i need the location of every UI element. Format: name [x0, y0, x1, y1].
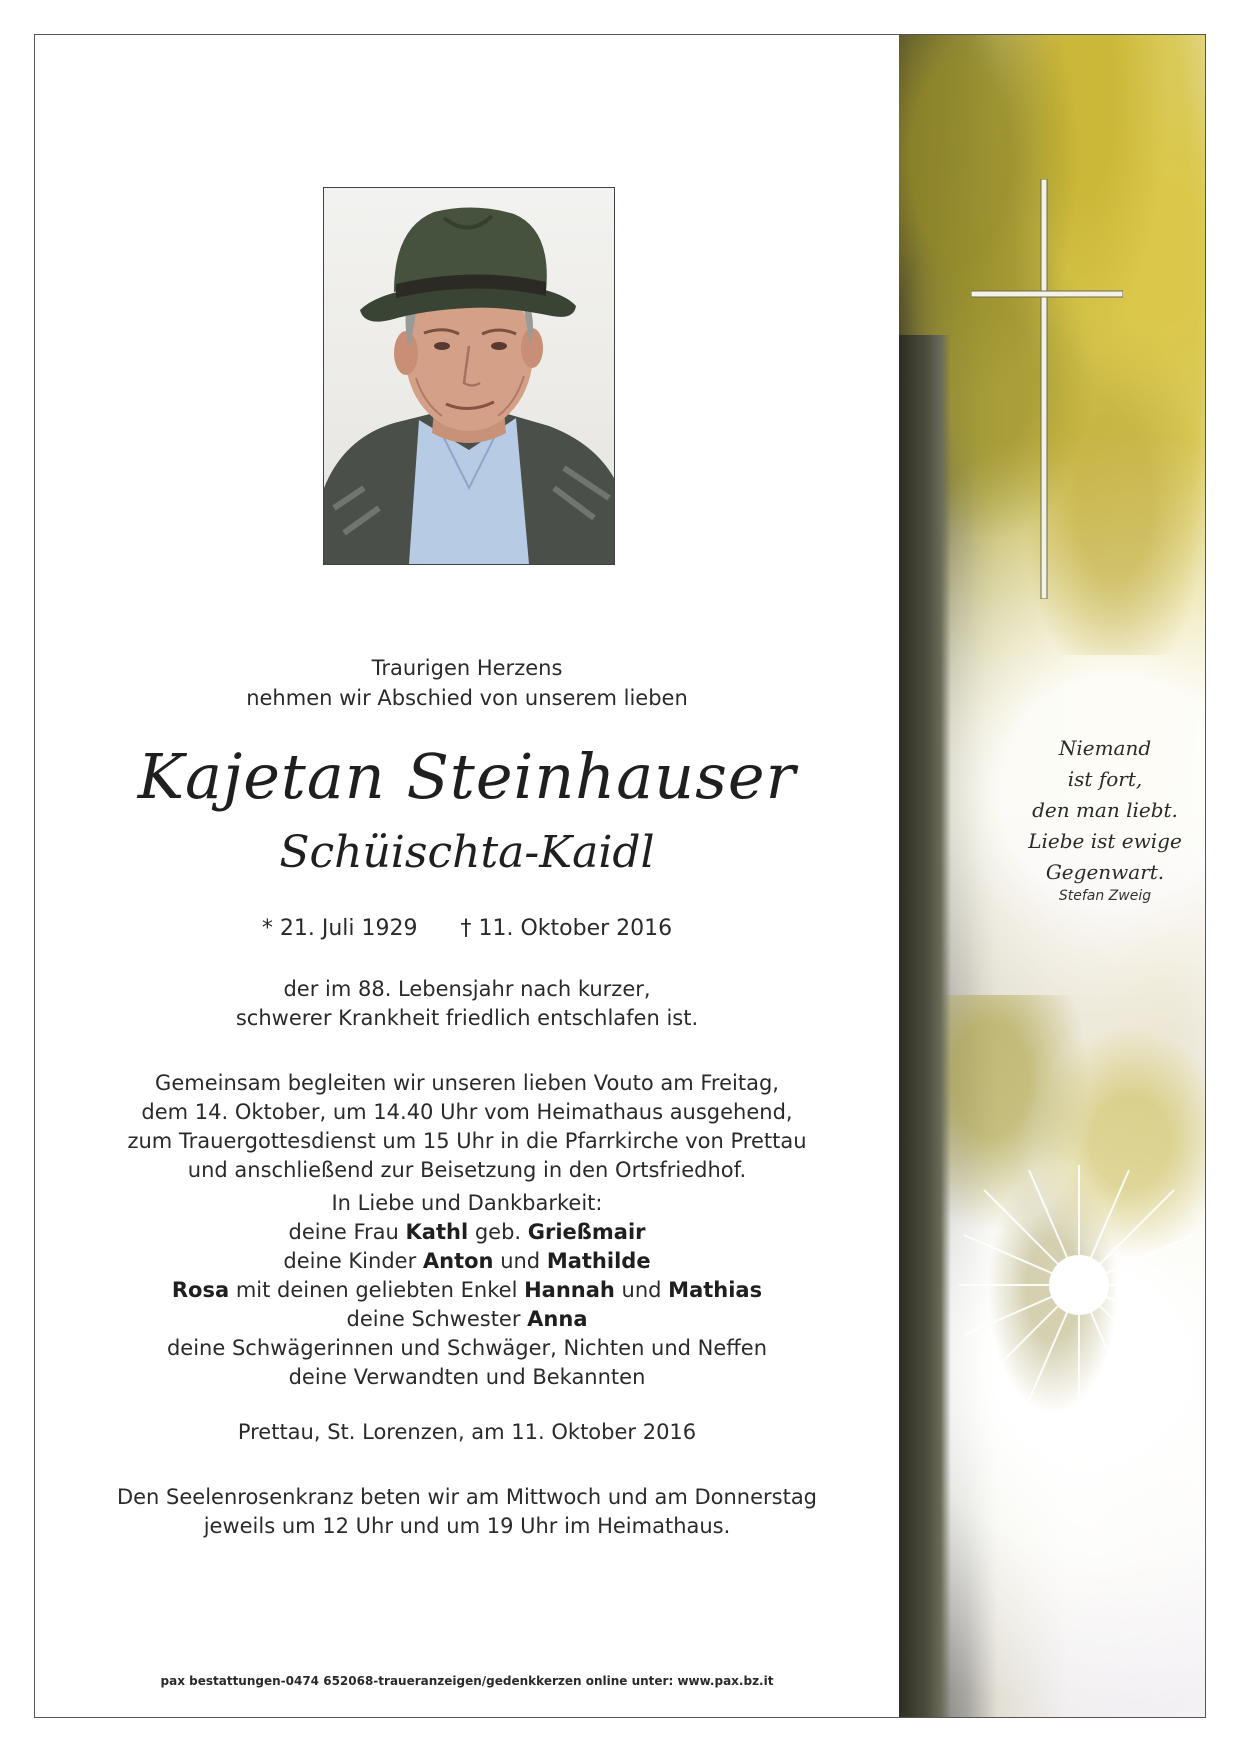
passing-line: schwerer Krankheit friedlich entschlafen ist. [235, 1006, 699, 1030]
mourner-name: Rosa [171, 1278, 230, 1302]
quote-line: Gegenwart. [1045, 860, 1165, 884]
portrait-photo [323, 187, 615, 565]
passing-text [35, 975, 899, 1033]
mourner-line-children [35, 1247, 899, 1276]
mourner-name: Anton [422, 1249, 494, 1273]
mourner-text: deine Schwester [346, 1307, 528, 1331]
birth-date: * 21. Juli 1929 [261, 916, 418, 941]
mourner-line-grandchildren [35, 1276, 899, 1305]
mourner-name: Grießmair [527, 1220, 646, 1244]
quote-text [1003, 733, 1206, 888]
text-column [35, 35, 899, 1717]
mourner-line-relatives: deine Verwandten und Bekannten [288, 1365, 646, 1389]
mourner-name: Anna [527, 1307, 588, 1331]
portrait-illustration [324, 188, 614, 564]
procession-text [35, 1069, 899, 1185]
mourner-text: und [614, 1278, 669, 1302]
tree-trunk-decoration [899, 335, 951, 1718]
footer-imprint: pax bestattungen-0474 652068-traueranzeigen/gedenkkerzen online unter: www.pax.bz.it [160, 1674, 774, 1688]
obituary-card [34, 34, 1206, 1718]
quote-line: Niemand [1058, 736, 1152, 760]
rosary-line: jeweils um 12 Uhr und um 19 Uhr im Heimathaus. [203, 1514, 731, 1538]
mourner-text: mit deinen geliebten Enkel [229, 1278, 525, 1302]
mourner-name: Mathias [668, 1278, 763, 1302]
life-dates [35, 914, 899, 944]
mourner-text: deine Frau [288, 1220, 406, 1244]
mourner-line-wife [35, 1218, 899, 1247]
deceased-name: Kajetan Steinhauser [137, 740, 797, 813]
procession-line: zum Trauergottesdienst um 15 Uhr in die Pfarrkirche von Prettau [127, 1129, 807, 1153]
mourner-name: Hannah [524, 1278, 615, 1302]
quote-line: Liebe ist ewige [1028, 829, 1182, 853]
deceased-nickname: Schüischta-Kaidl [279, 827, 655, 878]
passing-line: der im 88. Lebensjahr nach kurzer, [283, 977, 651, 1001]
intro-line: nehmen wir Abschied von unserem lieben [246, 686, 688, 710]
cross-icon [971, 179, 1123, 599]
procession-line: Gemeinsam begleiten wir unseren lieben Vouto am Freitag, [155, 1071, 779, 1095]
mourner-text: und [493, 1249, 547, 1273]
mourners-list [35, 1218, 899, 1392]
quote-line: ist fort, [1067, 767, 1143, 791]
quote-line: den man liebt. [1032, 798, 1178, 822]
rosary-text [35, 1483, 899, 1541]
tree-image-panel [899, 35, 1206, 1717]
mourner-text: geb. [468, 1220, 528, 1244]
intro-text [35, 653, 899, 713]
rosary-line: Den Seelenrosenkranz beten wir am Mittwoch und am Donnerstag [116, 1485, 818, 1509]
place-date: Prettau, St. Lorenzen, am 11. Oktober 2016 [237, 1420, 697, 1444]
mourner-name: Mathilde [546, 1249, 651, 1273]
sunburst-icon [959, 1165, 1199, 1405]
quote-author: Stefan Zweig [1058, 888, 1152, 904]
mourners-heading: In Liebe und Dankbarkeit: [331, 1191, 603, 1215]
mourner-line-inlaws: deine Schwägerinnen und Schwäger, Nichten und Neffen [166, 1336, 768, 1360]
intro-line: Traurigen Herzens [371, 656, 563, 680]
mourner-text: deine Kinder [283, 1249, 423, 1273]
procession-line: und anschließend zur Beisetzung in den Ortsfriedhof. [187, 1158, 747, 1182]
mourner-name: Kathl [405, 1220, 469, 1244]
mourner-line-sister [35, 1305, 899, 1334]
procession-line: dem 14. Oktober, um 14.40 Uhr vom Heimathaus ausgehend, [141, 1100, 793, 1124]
death-date: † 11. Oktober 2016 [460, 916, 673, 941]
